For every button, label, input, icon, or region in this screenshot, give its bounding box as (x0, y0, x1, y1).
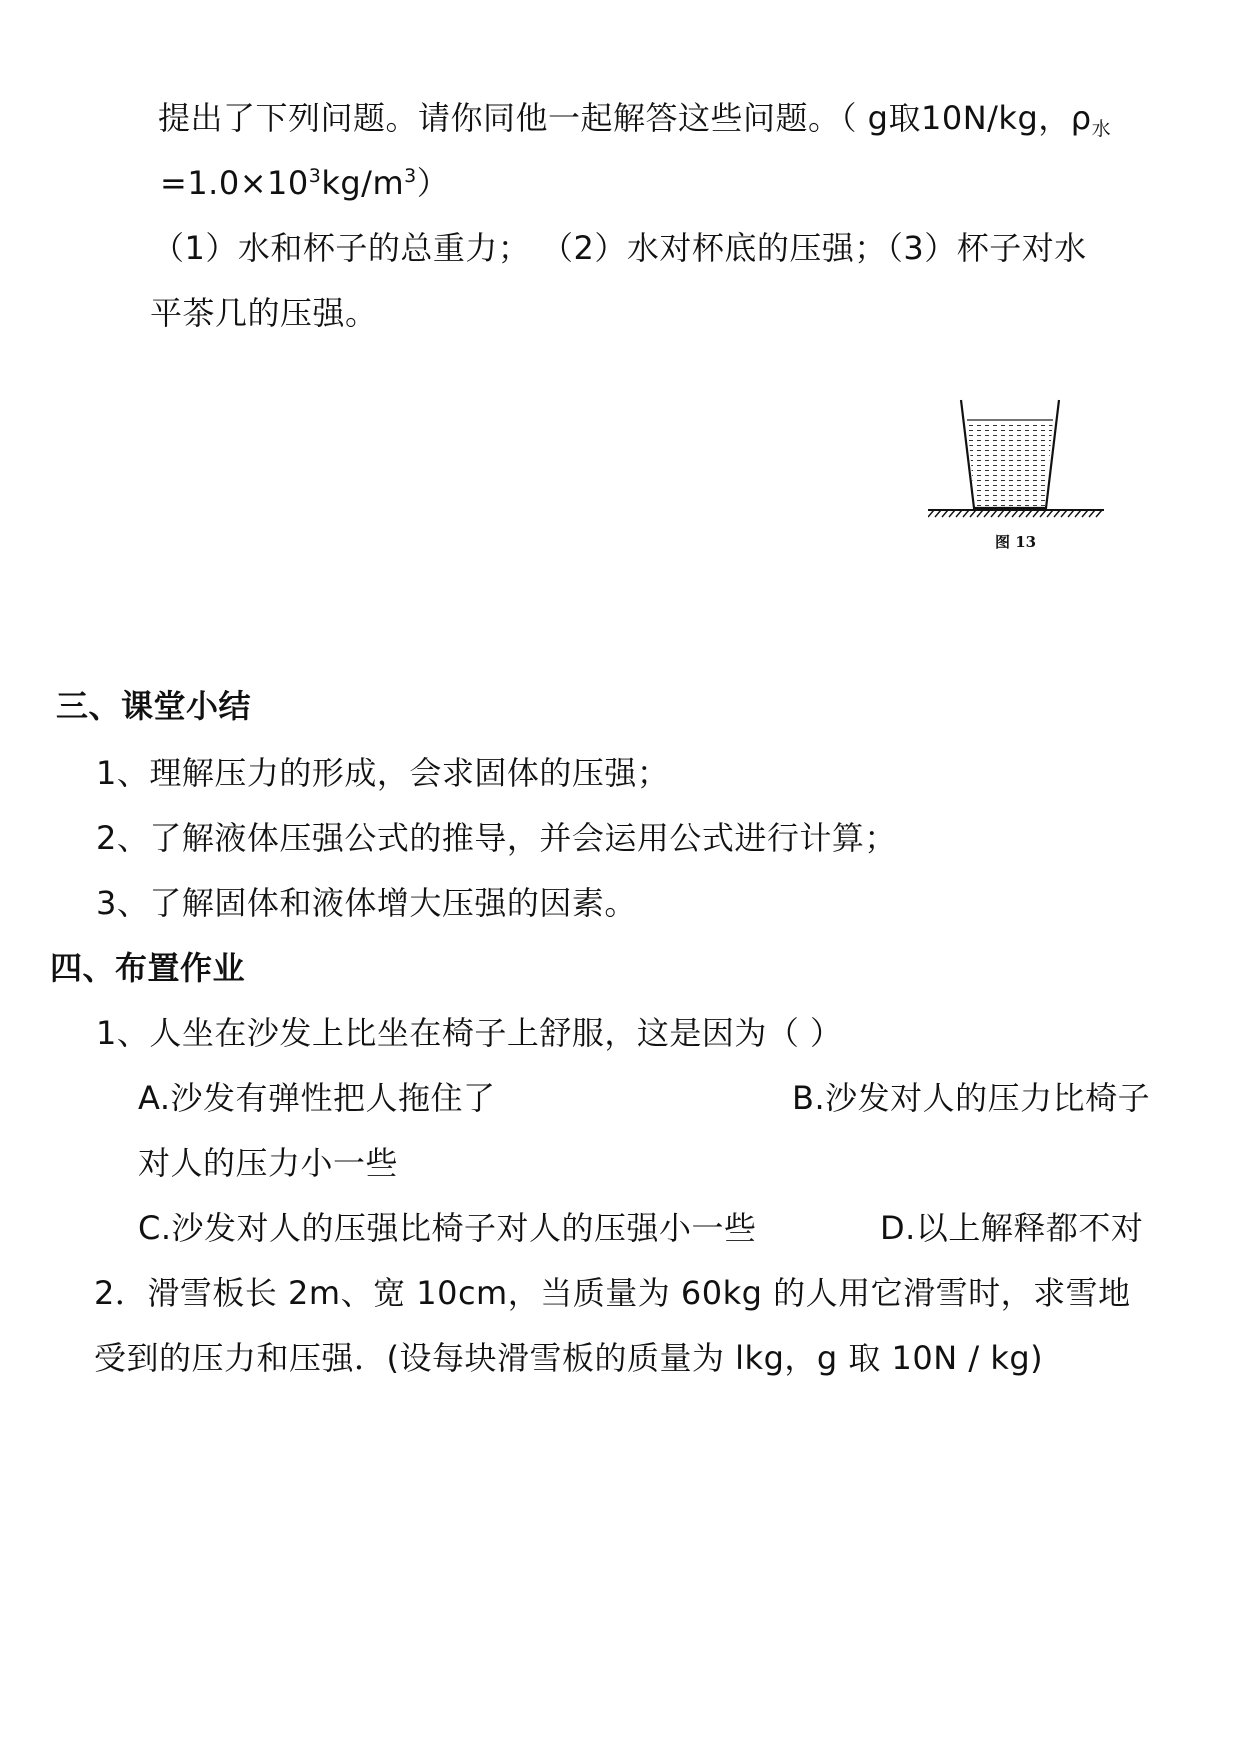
question-2-line-1: 2．滑雪板长 2m、宽 10cm，当质量为 60kg 的人用它滑雪时，求雪地 (94, 1274, 1131, 1312)
question-1-option-c: C.沙发对人的压强比椅子对人的压强小一些 (138, 1209, 757, 1247)
homework-heading: 四、布置作业 (50, 949, 246, 987)
problem-line-3: （1）水和杯子的总重力； （2）水对杯底的压强；（3）杯子对水 (152, 229, 1087, 267)
problem-line-4: 平茶几的压强。 (150, 294, 378, 332)
density-unit-exponent: 3 (404, 165, 417, 187)
rho-subscript: 水 (1091, 118, 1112, 140)
problem-line-2 (160, 163, 449, 203)
question-1-option-d: D.以上解释都不对 (880, 1209, 1144, 1247)
density-unit: kg/m (321, 164, 405, 202)
table-hatching (928, 510, 1102, 517)
question-1-option-a: A.沙发有弹性把人拖住了 (138, 1079, 496, 1117)
problem-line-1 (158, 98, 1111, 138)
summary-item-1: 1、理解压力的形成，会求固体的压强； (96, 754, 670, 792)
density-exponent: 3 (308, 165, 322, 187)
summary-heading: 三、课堂小结 (56, 687, 252, 725)
question-2-line-2: 受到的压力和压强．(设每块滑雪板的质量为 lkg，g 取 10N / kg) (94, 1339, 1044, 1377)
summary-item-2: 2、了解液体压强公式的推导，并会运用公式进行计算； (96, 819, 897, 857)
question-1-option-b-cont: 对人的压力小一些 (138, 1144, 399, 1182)
density-value: =1.0×10 (160, 164, 309, 202)
summary-item-3: 3、了解固体和液体增大压强的因素。 (96, 884, 637, 922)
question-1-stem: 1、人坐在沙发上比坐在椅子上舒服，这是因为（ ） (96, 1014, 843, 1052)
water-fill (967, 421, 1053, 507)
density-close: ） (416, 164, 450, 202)
problem-line-1-text: 提出了下列问题。请你同他一起解答这些问题。（ g取10N/kg，ρ (158, 99, 1092, 137)
figure-caption: 图 13 (995, 533, 1037, 551)
question-1-option-b: B.沙发对人的压力比椅子 (792, 1079, 1151, 1117)
